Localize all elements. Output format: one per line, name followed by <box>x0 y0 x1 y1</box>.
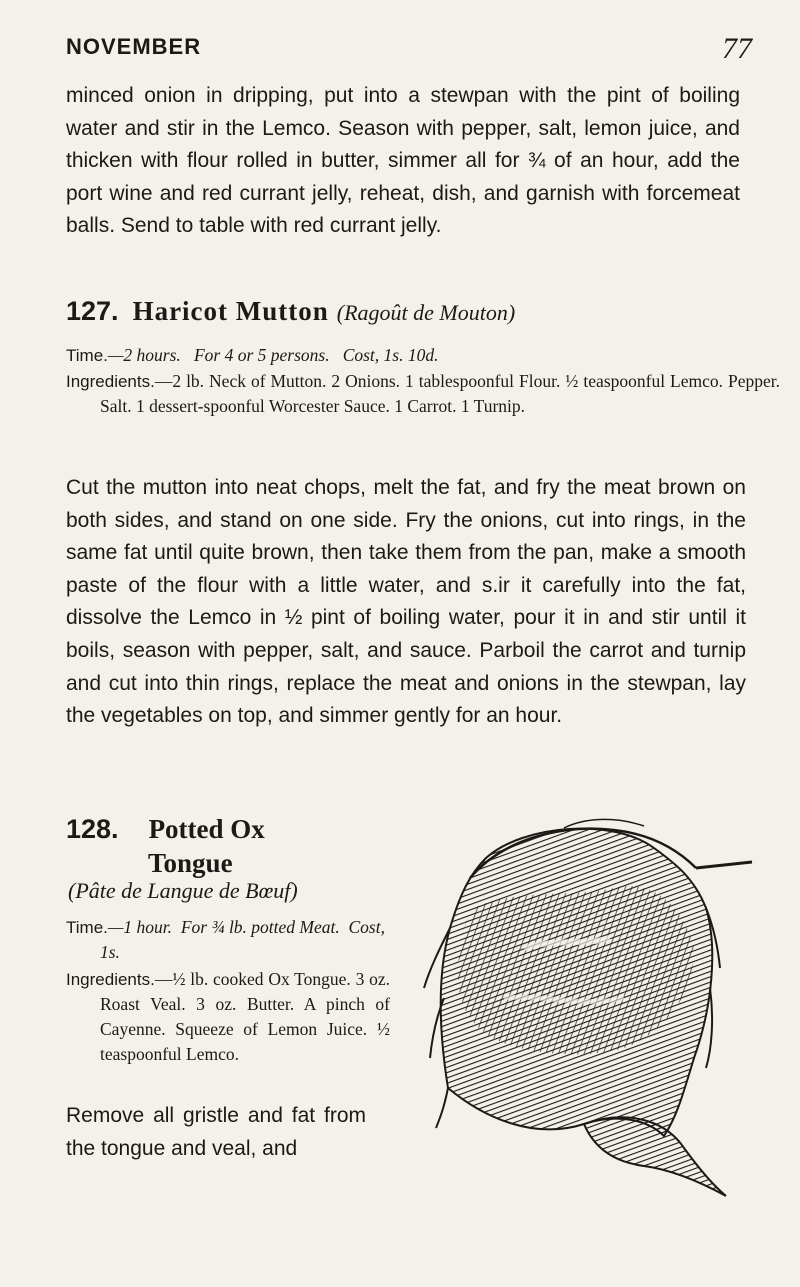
recipe-127-cost: Cost, 1s. 10d. <box>342 345 439 365</box>
ingredients-label: Ingredients. <box>66 372 155 391</box>
recipe-128-ingredients-text: —½ lb. cooked Ox Tongue. 3 oz. Roast Veal. 3 oz. Butter. A pinch of Cayenne. Squeeze of Lemon Juice. ½ teaspoonful Lemco. <box>100 969 390 1064</box>
time-label: Time. <box>66 346 108 365</box>
recipe-128-subtitle: (Pâte de Langue de Bœuf) <box>68 878 298 903</box>
recipe-127-heading <box>66 296 746 327</box>
recipe-128-cost: Cost, 1s. <box>100 917 385 962</box>
ingredients-label: Ingredients. <box>66 970 155 989</box>
recipe-127-ingredients <box>66 369 780 419</box>
running-head <box>66 34 752 74</box>
recipe-128-number: 128. <box>66 814 119 844</box>
recipe-128-heading <box>66 812 396 880</box>
continued-paragraph: minced onion in dripping, put into a stewpan with the pint of boiling water and stir in the Lemco. Season with pepper, salt, lemon juice, and thicken with flour rolled in butter, simmer all for ¾ of an hour, add the port wine and red currant jelly, reheat, dish, and garnish with forcemeat balls. Send to table with red currant jelly. <box>66 84 740 238</box>
recipe-127-name: Haricot Mutton <box>132 296 329 326</box>
recipe-127-method: Cut the mutton into neat chops, melt the fat, and fry the meat brown on both sides, and stand on one side. Fry the onions, cut into rings, in the same fat until quite brown, then take them from the pan, make a smooth paste of the flour with a little water, and s.ir it carefully into the fat, dissolve the Lemco in ½ pint of boiling water, pour it in and stir until it boils, season with pepper, salt, and sauce. Parboil the carrot and turnip and cut into thin rings, replace the meat and onions in the stewpan, lay the vegetables on top, and simmer gently for an hour. <box>66 476 746 728</box>
recipe-128-ingredients <box>66 967 390 1067</box>
ox-tongue-engraving-icon <box>414 818 754 1198</box>
page-number: 77 <box>722 32 752 65</box>
recipe-127-time: —2 hours. <box>107 345 181 365</box>
recipe-128-method: Remove all gristle and fat from the tongue and veal, and <box>66 1104 366 1160</box>
recipe-127-number: 127. <box>66 296 119 326</box>
recipe-127-time-line <box>66 343 746 368</box>
ox-tongue-illustration <box>414 818 754 1198</box>
recipe-127-subtitle: (Ragoût de Mouton) <box>336 300 516 325</box>
recipe-128-name-line1: Potted Ox <box>148 814 265 844</box>
recipe-127-ingredients-text: —2 lb. Neck of Mutton. 2 Onions. 1 tablespoonful Flour. ½ teaspoonful Lemco. Pepper. Salt. 1 dessert-spoonful Worcester Sauce. 1 Carrot. 1 Turnip. <box>100 371 780 416</box>
recipe-128-name-line2: Tongue <box>148 848 233 878</box>
time-label: Time. <box>66 918 108 937</box>
recipe-128-time-line <box>66 915 390 965</box>
recipe-128-serves: For ¾ lb. potted Meat. <box>180 917 340 937</box>
recipe-127-serves: For 4 or 5 persons. <box>193 345 330 365</box>
recipe-128-time: —1 hour. <box>107 917 173 937</box>
running-head-month: NOVEMBER <box>66 34 202 59</box>
